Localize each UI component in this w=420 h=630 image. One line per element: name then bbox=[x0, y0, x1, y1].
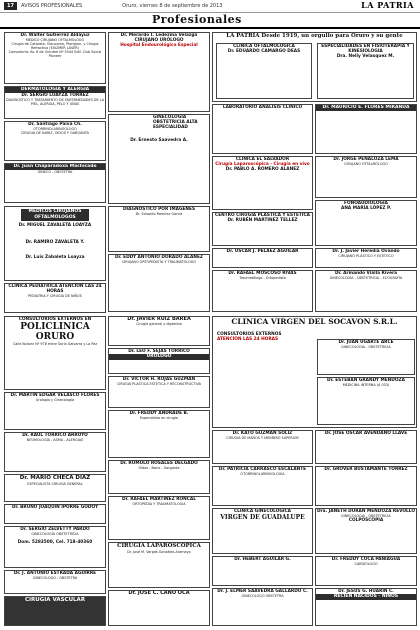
ad-flores bbox=[315, 104, 417, 154]
ad-aguilar bbox=[212, 556, 313, 586]
issue-date: Oruro, viernes 8 de septiembre de 2013 bbox=[122, 3, 223, 9]
ad-text: OTORRINOLARINGOLOGIA bbox=[240, 472, 285, 476]
ad-cirugia-vascular bbox=[4, 596, 106, 626]
ad-big-title: POLICLINICA ORURO bbox=[20, 322, 90, 342]
ad-big-title: VIRGEN DE GUADALUPE bbox=[220, 514, 305, 521]
ad-title: Dr. MARIO CHECA DIAZ bbox=[19, 475, 91, 481]
ad-heredia bbox=[315, 248, 417, 268]
ad-title: Dr. GROVER BUSTAMANTE TORREZ bbox=[324, 467, 408, 472]
ad-clinica-pediatrica bbox=[4, 283, 106, 313]
ad-title: Dr. J. ELMER SAAVEDRA GALLARDO C. bbox=[217, 589, 308, 594]
ad-sejas bbox=[108, 348, 210, 374]
ad-duran bbox=[315, 508, 417, 554]
ad-text: CIRUJANO PLÁSTICO Y ESTETICO bbox=[338, 254, 394, 258]
ad-gutierrez bbox=[4, 32, 106, 84]
ad-text: Especialista en cirugía bbox=[139, 416, 178, 420]
ad-subtitle: RECIEN NACIDOS - NIÑOS bbox=[316, 594, 416, 600]
ad-text: CIRUJANO ORTOPEDISTA Y TRAUMATÓLOGO bbox=[121, 260, 197, 264]
ad-cano bbox=[108, 590, 210, 626]
ad-title: Dr. JESUS G. HUARIN C. bbox=[338, 589, 394, 594]
ad-text: GINECOLOGO - OBSTETRA bbox=[32, 576, 78, 580]
ad-zavaleta bbox=[4, 206, 106, 281]
ad-subtitle: CONSULTORIOS EXTERNOS bbox=[217, 332, 282, 337]
ad-title: Dr. RAFAEL MOSCOSO RIVAS bbox=[228, 271, 297, 276]
page-number: 17 bbox=[4, 2, 17, 10]
ad-ruiz bbox=[108, 316, 210, 346]
ad-fonoaudiologia bbox=[315, 200, 417, 246]
ad-huarin bbox=[315, 588, 417, 626]
ad-clinica-socavon bbox=[212, 316, 417, 428]
ad-text: Cirugía de Catarata, Glaucoma, Pterigion, y Cirugía Refractiva (EXCIMER LÁSER) bbox=[11, 42, 99, 50]
ad-title: DIAGNOSTICO POR IMAGENES bbox=[122, 207, 196, 212]
ad-text: GINECOLOGO OBSTETRA bbox=[241, 594, 284, 598]
ad-ginecologia bbox=[108, 114, 210, 204]
ad-title: CIRUGIA LAPAROSCOPICA bbox=[117, 543, 201, 549]
ad-name: Dra. Nelly Velasquez M. bbox=[336, 54, 395, 59]
ad-pelaez bbox=[212, 248, 313, 268]
ad-title: FONOAUDIOLOGIA bbox=[344, 201, 388, 206]
ad-text: GINECO - OBSTETRA bbox=[37, 170, 73, 174]
ad-subtitle: URÓLOGO bbox=[109, 354, 209, 360]
ad-moscoso bbox=[212, 270, 313, 312]
ad-ugarte bbox=[317, 339, 415, 375]
ad-text: GINECOLOGÍA OBSTETRICIA bbox=[31, 532, 79, 536]
ad-title: CONSULTORIOS EXTERNOS EN bbox=[18, 317, 92, 322]
ad-dorado bbox=[108, 254, 210, 312]
ad-title: LABORATORIO ANALISIS CLINICO bbox=[222, 105, 303, 110]
ad-text: CIRUJANO OFTALMÓLOGO bbox=[344, 162, 388, 166]
ad-title: Dr. MIGUEL ZAVALETA LOAYZA bbox=[18, 223, 92, 228]
ad-title: Dr. RAMIRO ZAVALETA Y. bbox=[25, 240, 85, 245]
ad-avendano bbox=[315, 430, 417, 464]
ad-text: GINECOLOGIA - OBSTETRICIA bbox=[341, 345, 391, 349]
ad-title: Dr. OSCAR J. PELAEZ AGUILAR bbox=[226, 249, 299, 254]
ad-title: Dr. JORGE PEÑALOZA LEMA bbox=[333, 157, 399, 162]
ad-text: CARDIÓLOGO bbox=[354, 562, 378, 566]
ad-title: Dr. Armando Vialla Rivera bbox=[334, 271, 398, 276]
ad-title: Dr. HEBERT AGUILAR G. bbox=[234, 557, 291, 562]
ad-name: Dr. PABLO A. ROMERO ALANEZ bbox=[225, 167, 300, 172]
ad-title: Dr. JOSE OSCAR AVENDAÑO LLAVE bbox=[324, 431, 408, 436]
ad-title: Dr. BRUNO JOAQUIN IPORRE GODOY bbox=[11, 505, 99, 510]
page-header bbox=[0, 0, 420, 13]
ad-zelvetty bbox=[4, 526, 106, 568]
ad-text: ATENCION LAS 24 HORAS bbox=[217, 337, 279, 342]
ad-policlinica bbox=[4, 316, 106, 390]
ad-title: Dr. EDDY ANTONIO DORADO ALANEZ bbox=[114, 255, 204, 260]
ad-header-bar: MEDICOS CIRUJANOS OFTALMOLOGOS bbox=[21, 209, 89, 221]
ad-name: Dr. RUBÉN MARTINEZ TELLEZ bbox=[227, 218, 298, 223]
ad-title: Dr. Juan Chaparadoxa Machicado bbox=[5, 164, 105, 170]
ad-penaloza bbox=[315, 156, 417, 198]
ad-title: Dr. J. ANTONIO ESTRADA AGUIRRE bbox=[13, 571, 97, 576]
ad-saavedra bbox=[212, 588, 313, 626]
ad-title: Dr. JUAN UGARTE ARCE bbox=[338, 340, 394, 345]
ad-name: Dr. José M. Vargas González-Aramayo bbox=[127, 550, 191, 554]
ad-text: COLPOSCOPIA bbox=[348, 518, 384, 523]
ad-text: ORTOPEDIA Y TRAUMATOLOGIA bbox=[132, 502, 186, 506]
ad-martinez-roncal bbox=[108, 496, 210, 540]
ad-diagnostico bbox=[108, 206, 210, 252]
ad-rosales bbox=[108, 460, 210, 494]
ad-velasco bbox=[4, 392, 106, 430]
ad-subtitle: Cirugía Laparoscópica - Cirugía en vivo bbox=[215, 162, 310, 167]
ad-title: CLINICA VIRGEN DEL SOCAVON S.R.L. bbox=[231, 317, 398, 326]
ad-loayza bbox=[4, 86, 106, 119]
ad-subtitle: CIRUJANO URÓLOGO bbox=[134, 38, 184, 43]
ad-title: Dr. SERGIO ZELVETTY PARDO bbox=[20, 527, 90, 532]
ad-title: Dr. Luis Zabaleta Loayza bbox=[25, 255, 85, 260]
ad-velasquez bbox=[317, 43, 414, 99]
ad-title: LA PATRIA Desde 1919, un orgullo para Oruro y su gente bbox=[226, 33, 403, 39]
ad-text: Hospital Endourológico Especial bbox=[120, 43, 198, 48]
ad-name: Dr. Eduardo Ramírez García bbox=[135, 212, 183, 216]
ad-title: Dr. RAFAEL MARTINEZ RONCAL bbox=[122, 497, 196, 502]
ad-text: CIRUGIA PLASTICA ESTETICA Y RECONSTRUCTIVA bbox=[116, 382, 202, 386]
ad-title: Dr. VICTOR H. ROJAS GUZMAN bbox=[122, 377, 196, 382]
ad-title: Dr. PATRICIA CARRASCO ESCALANTE bbox=[218, 467, 307, 472]
ad-ledezma bbox=[108, 32, 210, 112]
ad-title: CIRUGIA VASCULAR bbox=[24, 597, 86, 603]
ad-text: Traumatólogo - Ortopedista bbox=[239, 276, 286, 280]
ad-checa bbox=[4, 474, 106, 502]
ad-text: PEDIATRIA Y CIRUGIA DE NIÑOS bbox=[28, 294, 82, 298]
ad-text: MEDICO CIRUJANO OFTALMOLOGO bbox=[25, 38, 85, 42]
ad-name: Dr. EDUARDO CAMARGO DEAS bbox=[227, 49, 301, 54]
ad-kato bbox=[212, 430, 313, 464]
section-name: AVISOS PROFESIONALES bbox=[20, 3, 83, 9]
ad-text: DIAGNOSTICO Y TRATAMIENTO DE ENFERMEDADES DE LA PIEL, ALERGIA, PELO Y UÑAS bbox=[5, 98, 105, 106]
ad-title: CLINICA GINECOLOGICA bbox=[234, 509, 291, 514]
ad-camargo bbox=[216, 43, 312, 99]
ad-text: MEDICINA INTERNA (A 033) bbox=[342, 383, 390, 387]
ad-carrasco bbox=[212, 466, 313, 506]
ad-title: Dr. FREDDY ANDRADE B. bbox=[129, 411, 189, 416]
ad-text: GINECOLOGÍA - OBSTETRICIA - ECOGRAFÍA bbox=[329, 276, 403, 280]
ad-title: Dr. J. Javier Heredia Ovando bbox=[332, 249, 400, 254]
ad-text: Cirugía general y digestiva bbox=[136, 322, 182, 326]
ad-clinica-salvador bbox=[212, 156, 313, 210]
ad-text: OTORRINOLARINGOLOGO bbox=[33, 127, 77, 131]
ad-title: CLINICA OFTALMOLOGICA bbox=[233, 44, 295, 49]
ad-grandy bbox=[317, 377, 415, 425]
ad-text: ESPECIALISTA CIRUGIA GENERAL bbox=[27, 482, 83, 486]
ad-header-bar: DERMATOLOGIA Y ALERGIA bbox=[5, 87, 105, 93]
ad-text: CIRUGIA DE MANOS Y MIEMBRO SUPERIOR bbox=[226, 436, 299, 440]
ad-coca bbox=[315, 556, 417, 586]
ad-title: Dr. JOSE C. CANO OCA bbox=[128, 590, 190, 596]
ad-title: Dr. MAURICIO E. FLORES MIRANDA bbox=[316, 105, 416, 111]
ad-text: Consultorio: Av. 6 de Octubre Nº 5544 Edif. Club Social Pioneer bbox=[8, 50, 102, 58]
ad-la-patria bbox=[212, 32, 417, 102]
ad-text: Oídos - Nariz - Garganta bbox=[138, 466, 180, 470]
ad-martinez-tellez bbox=[212, 212, 313, 246]
ad-text: CIRUGIA DE NARIZ, OIDOS Y GARGANTA bbox=[21, 131, 89, 135]
ad-andrade bbox=[108, 410, 210, 458]
ad-title: Dra. JANETH DURAN MENDOZA REVOLLO bbox=[316, 509, 416, 514]
ad-text: Calle Bolivar Nº 978 entre Soria Galvarro y La Paz bbox=[12, 342, 98, 346]
ad-title: Dr. KATO GUZMAN SOLIZ bbox=[232, 431, 293, 436]
ad-title: CLINICA PEDIATRICA ATENCION LAS 24 HORAS bbox=[8, 284, 102, 294]
ad-name: Dr. Ernesto Saavedra A. bbox=[130, 138, 188, 143]
ad-guadalupe bbox=[212, 508, 313, 554]
ad-title: Dr. LEO F. SEJAS TORRICO bbox=[128, 349, 190, 354]
ad-laboratorio bbox=[212, 104, 313, 154]
ad-bustamante bbox=[315, 466, 417, 506]
ad-text: Urología y Ginecología bbox=[35, 398, 75, 402]
ad-title: Dr. RAUL TORRICO ARROYO bbox=[22, 433, 88, 438]
ad-title: Dr. Santiago Paiva Ch. bbox=[28, 122, 82, 127]
brand-logo: LA PATRIA bbox=[361, 0, 414, 10]
section-title: Profesionales bbox=[152, 13, 242, 26]
ad-vialla bbox=[315, 270, 417, 312]
ad-text: GINECOLOGIA - OBSTETRICIA bbox=[341, 514, 391, 518]
ad-rojas bbox=[108, 376, 210, 408]
ad-estrada bbox=[4, 570, 106, 594]
ad-title: Dr. SERGIO LOAYZA TORREZ bbox=[21, 93, 89, 98]
ad-title: Dr. FREDDY COCA PANIAGUA bbox=[331, 557, 401, 562]
ad-chaparadoxa bbox=[4, 163, 106, 203]
ad-name: ANA MARÍA LÓPEZ P. bbox=[341, 206, 391, 211]
ad-title: GINECOLOGIA OBSTETRICIA ALTA ESPECIALIDAD bbox=[153, 115, 198, 130]
ad-title: Dr. ROMULO ROSALES DELGADO bbox=[120, 461, 198, 466]
ad-paiva bbox=[4, 121, 106, 161]
ad-iporre bbox=[4, 504, 106, 524]
section-banner bbox=[0, 13, 420, 29]
ad-title: Dr. Merardo I. Ledezma Velazga bbox=[120, 33, 198, 38]
ad-torrico bbox=[4, 432, 106, 472]
ad-laparoscopica bbox=[108, 542, 210, 588]
ad-title: CENTRO CIRUGIA PLASTICA Y ESTETICA bbox=[215, 213, 310, 218]
ad-title: Dr. ESTEBAN GRANDY MENDOZA bbox=[327, 378, 405, 383]
ad-title: ESPECIALIDADES EN FISIOTERAPIA Y KINESIOLOGIA bbox=[321, 44, 410, 54]
ad-title: Dr. MARTIN EDGAR VELASCO FLORES bbox=[10, 393, 100, 398]
ad-title: Dr. JAVIER RUIZ BAREA bbox=[127, 316, 191, 322]
ad-text: Dom. 5283500, Cel. 718-40360 bbox=[17, 540, 93, 545]
ad-title: CLINICA EL SALVADOR bbox=[235, 157, 290, 162]
ad-title: Dr. Walter Gutierrez Aldayuz bbox=[20, 33, 90, 38]
ad-text: NEUMOLOGÍA - ASMA - ALERGIAS bbox=[26, 438, 84, 442]
